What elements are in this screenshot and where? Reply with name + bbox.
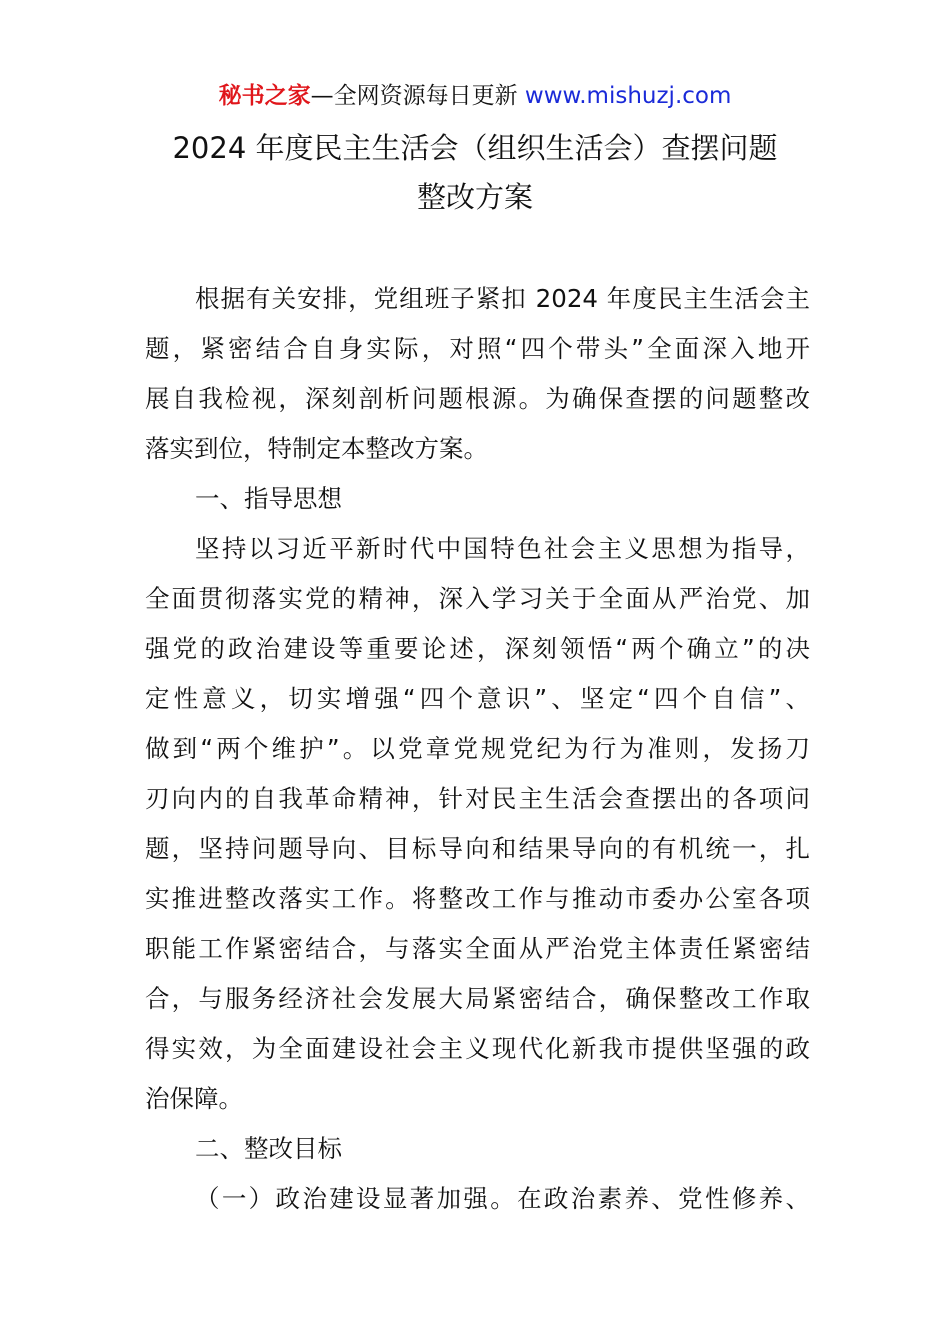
- paragraph-line: 全面贯彻落实党的精神，深入学习关于全面从严治党、加: [145, 584, 810, 613]
- document-body: [145, 282, 810, 1232]
- paragraph-line: 强党的政治建设等重要论述，深刻领悟“两个确立”的决: [145, 634, 810, 663]
- paragraph-line: 题，紧密结合自身实际，对照“四个带头”全面深入地开: [145, 334, 810, 363]
- paragraph-line: 实推进整改落实工作。将整改工作与推动市委办公室各项: [145, 884, 810, 913]
- site-url: www.mishuzj.com: [524, 83, 732, 109]
- section-heading: 一、指导思想: [195, 484, 342, 513]
- document-title-line-2: 整改方案: [416, 180, 533, 214]
- paragraph-line: 合，与服务经济社会发展大局紧密结合，确保整改工作取: [145, 984, 810, 1013]
- section-heading: 二、整改目标: [195, 1134, 342, 1163]
- header-tagline: —全网资源每日更新: [310, 83, 525, 109]
- paragraph-line: 根据有关安排，党组班子紧扣 2024 年度民主生活会主: [195, 284, 810, 313]
- paragraph-line: 展自我检视，深刻剖析问题根源。为确保查摆的问题整改: [145, 384, 810, 413]
- brand-name: 秘书之家: [218, 83, 311, 109]
- paragraph-line: 得实效，为全面建设社会主义现代化新我市提供坚强的政: [145, 1034, 810, 1063]
- paragraph-line: 落实到位，特制定本整改方案。: [145, 434, 488, 463]
- paragraph-line: （一）政治建设显著加强。在政治素养、党性修养、: [195, 1184, 810, 1213]
- document-title-line-1: 2024 年度民主生活会（组织生活会）查摆问题: [172, 131, 778, 165]
- paragraph-line: 坚持以习近平新时代中国特色社会主义思想为指导，: [195, 534, 810, 563]
- paragraph-line: 治保障。: [145, 1084, 243, 1113]
- watermark-header: [0, 80, 950, 112]
- paragraph-line: 职能工作紧密结合，与落实全面从严治党主体责任紧密结: [145, 934, 810, 963]
- paragraph-line: 做到“两个维护”。以党章党规党纪为行为准则，发扬刀: [145, 734, 810, 763]
- paragraph-line: 刃向内的自我革命精神，针对民主生活会查摆出的各项问: [145, 784, 810, 813]
- paragraph-line: 定性意义，切实增强“四个意识”、坚定“四个自信”、: [145, 684, 810, 713]
- paragraph-line: 题，坚持问题导向、目标导向和结果导向的有机统一，扎: [145, 834, 810, 863]
